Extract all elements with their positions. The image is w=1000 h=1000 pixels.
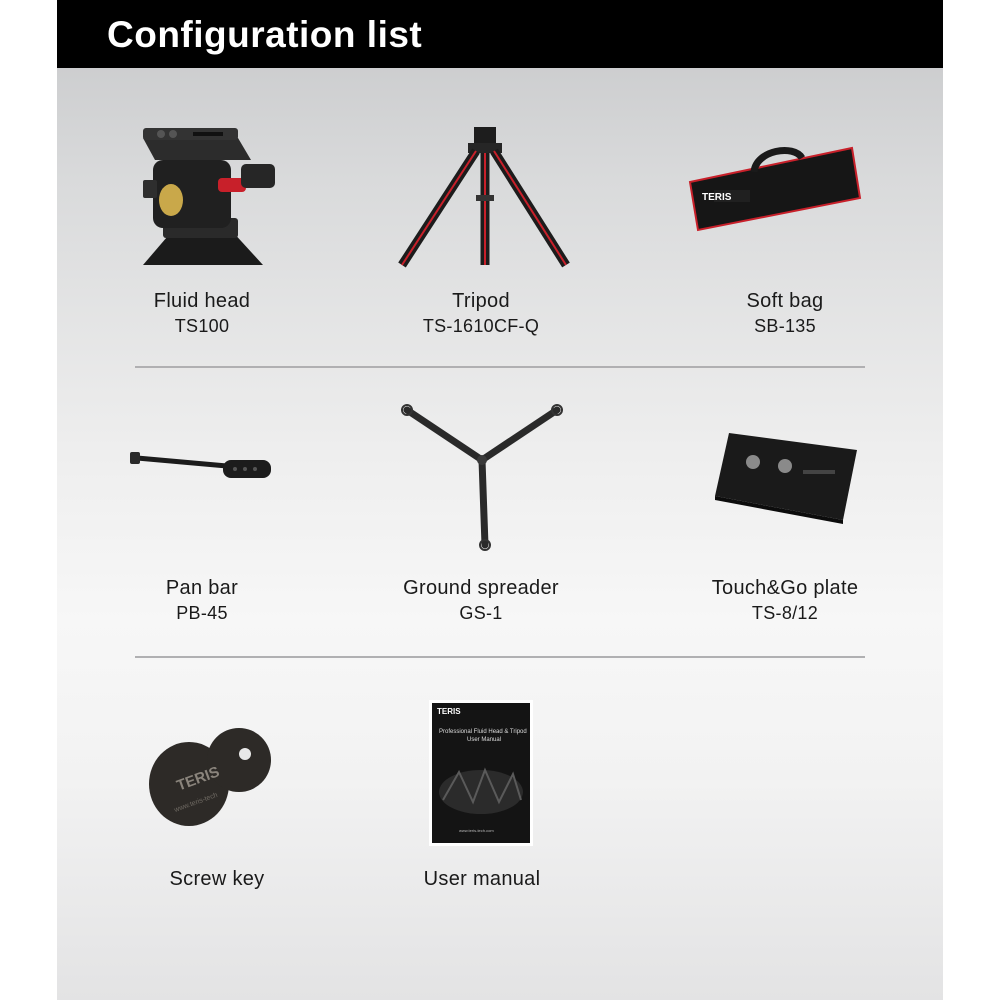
screw-key-image <box>147 722 277 832</box>
item-model: TS-1610CF-Q <box>422 316 540 336</box>
item-ground-spreader <box>361 575 601 625</box>
item-screw-key <box>97 866 337 892</box>
item-name: Touch&Go plate <box>711 577 859 599</box>
page-title: Configuration list <box>107 14 423 55</box>
row-divider <box>135 366 865 368</box>
fluid-head-image <box>133 118 283 268</box>
item-name: Ground spreader <box>403 577 559 599</box>
item-fluid-head <box>82 288 322 338</box>
item-pan-bar <box>82 575 322 625</box>
svg-text:TERIS: TERIS <box>702 192 732 203</box>
user-manual-image <box>429 700 533 846</box>
soft-bag-image <box>684 140 864 235</box>
svg-text:User Manual: User Manual <box>467 737 502 743</box>
svg-text:TERIS: TERIS <box>174 763 222 795</box>
item-model: PB-45 <box>176 603 228 623</box>
item-tripod <box>361 288 601 338</box>
svg-text:TERIS: TERIS <box>437 707 461 716</box>
plate-image <box>711 428 861 528</box>
item-name: Screw key <box>169 868 265 890</box>
svg-text:www.teris-tech.com: www.teris-tech.com <box>459 828 494 833</box>
header-bar <box>57 0 943 68</box>
pan-bar-image <box>127 442 277 487</box>
item-user-manual <box>362 866 602 892</box>
item-name: Fluid head <box>153 290 251 312</box>
svg-text:Professional Fluid Head & Trip: Professional Fluid Head & Tripod <box>439 729 527 735</box>
item-name: Soft bag <box>746 290 824 312</box>
svg-text:www.teris-tech: www.teris-tech <box>173 791 219 814</box>
row-divider <box>135 656 865 658</box>
item-name: Tripod <box>452 290 510 312</box>
item-model: TS-8/12 <box>751 603 819 623</box>
item-touch-go-plate <box>665 575 905 625</box>
configuration-sheet <box>57 0 943 1000</box>
item-soft-bag <box>665 288 905 338</box>
item-model: SB-135 <box>754 316 816 336</box>
ground-spreader-image <box>397 400 567 555</box>
item-model: TS100 <box>174 316 230 336</box>
item-name: User manual <box>423 868 541 890</box>
item-model: GS-1 <box>459 603 503 623</box>
tripod-image <box>396 125 572 270</box>
item-name: Pan bar <box>165 577 239 599</box>
